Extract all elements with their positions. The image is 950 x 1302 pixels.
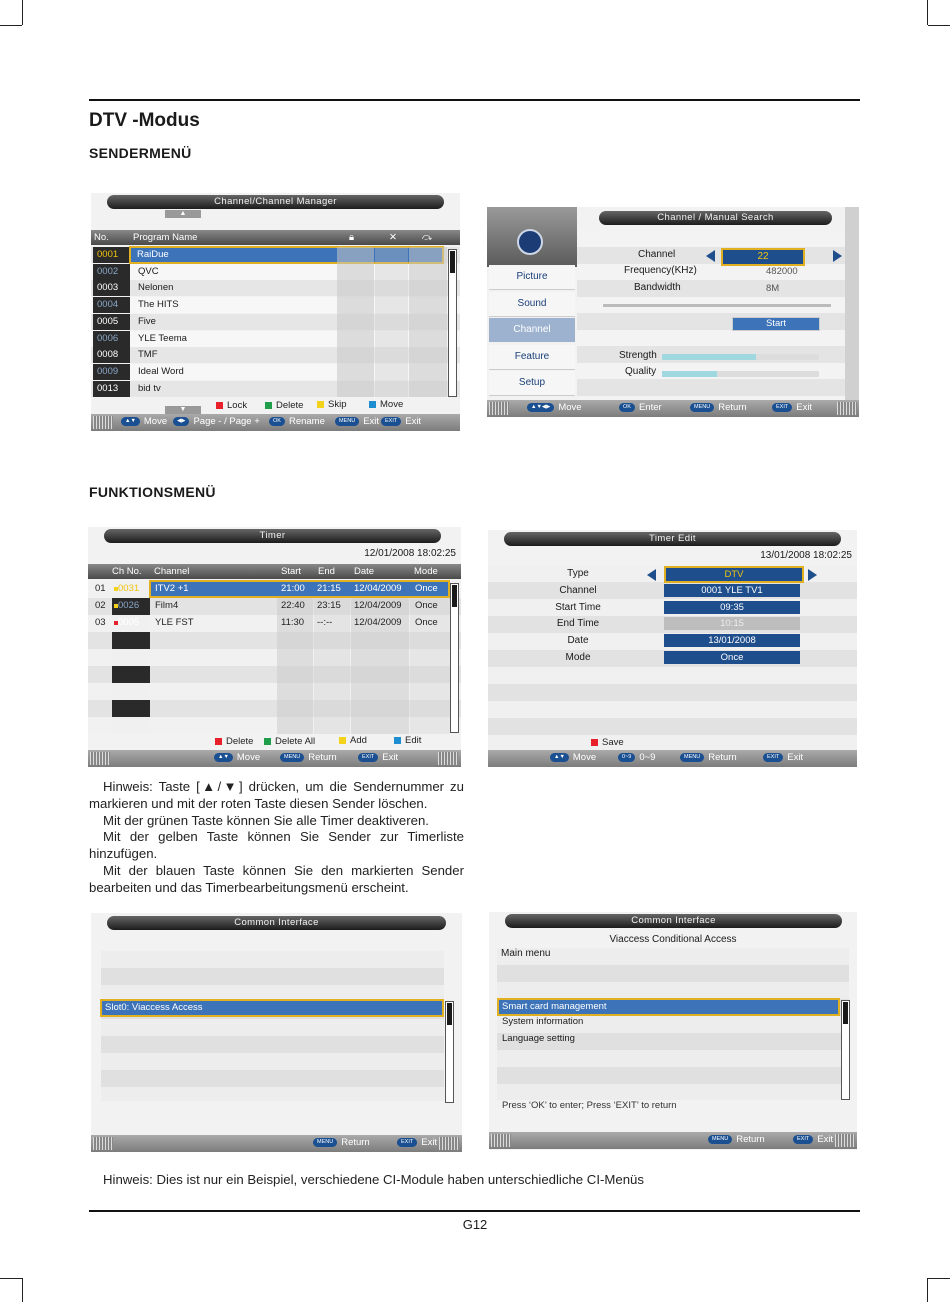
footer-exit: EXIT Exit <box>397 1137 437 1148</box>
crop-mark <box>22 1278 23 1302</box>
channel-name: RaiDue <box>131 248 442 262</box>
channel-number: 0009 <box>93 364 130 380</box>
timer-edit-footer <box>488 750 857 767</box>
crop-mark <box>927 1278 928 1302</box>
footer-move: ▲▼◀▶ Move <box>527 402 582 413</box>
ci-left-footer <box>91 1135 462 1152</box>
channel-number: 0004 <box>93 297 130 313</box>
legend-delete: Delete <box>265 400 303 411</box>
ci-item-smart-card[interactable]: Smart card management <box>499 1000 838 1014</box>
column-program-name: Program Name <box>133 232 198 243</box>
grip-icon <box>439 1137 459 1150</box>
section-funktionsmenu-heading: FUNKTIONSMENÜ <box>89 484 216 500</box>
timer-mode: Once <box>415 599 438 611</box>
footer-return: MENU Return <box>690 402 747 413</box>
page-number: G12 <box>462 1217 488 1232</box>
grip-icon <box>93 1137 113 1150</box>
ci-left-body <box>101 951 444 1101</box>
strength-bar <box>662 354 819 360</box>
scroll-up-arrow-icon[interactable]: ▲ <box>165 210 201 218</box>
green-key-icon <box>264 738 271 745</box>
arrows-key-icon: ▲▼◀▶ <box>527 403 554 412</box>
column-date: Date <box>354 566 375 577</box>
channel-name: Nelonen <box>138 282 174 294</box>
timer-edit-panel <box>488 530 857 767</box>
timer-header <box>88 564 461 579</box>
timer-channel-name: YLE FST <box>155 616 194 628</box>
footer-return: MENU Return <box>708 1134 765 1145</box>
crop-mark <box>0 1278 22 1279</box>
channel-number: 0001 <box>93 247 130 263</box>
channel-number: 0002 <box>93 264 130 280</box>
updown-key-icon: ▲▼ <box>121 417 140 426</box>
channel-name: QVC <box>138 265 159 277</box>
column-start: Start <box>281 566 302 577</box>
ci-right-scrollbar[interactable] <box>841 1000 850 1100</box>
channel-name: TMF <box>138 349 158 361</box>
strength-label: Strength <box>619 350 657 361</box>
note-2: Mit der grünen Taste können Sie alle Timer deaktiveren. <box>103 812 429 828</box>
grip-icon <box>835 1134 855 1147</box>
legend-edit: Edit <box>394 735 421 746</box>
delete-column <box>375 247 408 397</box>
blue-key-icon <box>394 737 401 744</box>
timer-edit-datetime: 13/01/2008 18:02:25 <box>760 550 852 561</box>
bottom-rule <box>89 1210 860 1212</box>
bandwidth-label: Bandwidth <box>634 282 681 293</box>
menu-key-icon: MENU <box>313 1138 337 1147</box>
yellow-key-icon <box>339 737 346 744</box>
ci-title: Viaccess Conditional Access <box>609 934 737 945</box>
menu-key-icon: MENU <box>280 753 304 762</box>
field-label: End Time <box>556 618 600 630</box>
timer-channel-number: 0026 <box>118 599 140 611</box>
channel-value-field[interactable]: 22 <box>721 248 805 266</box>
channel-left-arrow-icon[interactable] <box>706 250 715 262</box>
field-label: Date <box>567 635 589 647</box>
ci-right-footer <box>489 1132 857 1149</box>
frequency-label: Frequency(KHz) <box>624 265 697 276</box>
timer-status-icon <box>114 604 118 608</box>
menu-key-icon: MENU <box>708 1135 732 1144</box>
right-edge <box>845 207 859 403</box>
ci-note: Hinweis: Dies ist nur ein Beispiel, verschiedene CI-Module haben unterschiedliche CI-Menüs <box>103 1172 644 1187</box>
channel-name: Ideal Word <box>138 365 184 377</box>
timer-mode: Once <box>415 583 438 594</box>
timer-panel <box>88 527 461 767</box>
crop-mark <box>928 25 950 26</box>
crop-mark <box>0 25 22 26</box>
timer-channel-number: 0005 <box>118 616 140 628</box>
crop-mark <box>22 0 23 25</box>
manual-search-panel <box>487 207 859 417</box>
footer-exit: EXIT Exit <box>793 1134 833 1145</box>
grip-icon <box>438 752 458 765</box>
exit-key-icon: EXIT <box>763 753 783 762</box>
grip-icon <box>491 1134 511 1147</box>
channel-name: The HITS <box>138 299 179 311</box>
footer-menu-exit: MENU Exit <box>335 416 379 427</box>
note-1: Hinweis: Taste [▲/▼] drücken, um die Sendernummer zu markieren und mit der roten Taste diesen Sender löschen. <box>89 779 464 811</box>
exit-key-icon: EXIT <box>793 1135 813 1144</box>
timer-end: 21:15 <box>317 583 341 594</box>
ci-hint: Press ‘OK’ to enter; Press ‘EXIT’ to return <box>502 1100 677 1111</box>
main-menu-label: Main menu <box>501 948 551 959</box>
channel-manager-footer <box>91 414 460 431</box>
notes-paragraph <box>89 779 464 897</box>
footer-return: MENU Return <box>680 752 737 763</box>
timer-row[interactable] <box>88 581 461 597</box>
menu-icon-area <box>487 207 577 267</box>
updown-key-icon: ▲▼ <box>550 753 569 762</box>
timer-status-icon <box>114 587 118 591</box>
lock-icon: 🔒︎ <box>349 232 355 243</box>
timer-date: 12/04/2009 <box>354 599 402 611</box>
skip-column <box>409 247 447 397</box>
field-label: Mode <box>565 652 591 663</box>
timer-channel-name: Film4 <box>155 599 179 611</box>
lock-column <box>337 247 374 397</box>
scroll-down-arrow-icon[interactable]: ▼ <box>165 406 201 414</box>
ok-key-icon: OK <box>619 403 635 412</box>
timer-start: 11:30 <box>281 616 305 628</box>
ci-item-language-setting[interactable]: Language setting <box>502 1033 575 1044</box>
legend-delete-all: Delete All <box>264 736 315 747</box>
exit-key-icon: EXIT <box>772 403 792 412</box>
legend-lock: Lock <box>216 400 247 411</box>
grip-icon <box>93 416 113 429</box>
legend-add: Add <box>339 735 367 746</box>
channel-label: Channel <box>638 249 676 260</box>
start-button[interactable]: Start <box>732 317 820 331</box>
field-value[interactable]: Once <box>664 651 800 664</box>
timer-status-icon <box>114 621 118 625</box>
footer-move: ▲▼ Move <box>121 416 167 427</box>
channel-number: 0006 <box>93 331 130 347</box>
skip-icon: ⤼ <box>422 232 433 243</box>
footer-return: MENU Return <box>280 752 337 763</box>
channel-number: 0005 <box>93 314 130 330</box>
field-value[interactable]: 09:35 <box>664 601 800 614</box>
slot-item[interactable]: Slot0: Viaccess Access <box>102 1001 442 1015</box>
red-key-icon <box>591 739 598 746</box>
quality-label: Quality <box>625 366 657 377</box>
timer-index: 03 <box>95 616 106 628</box>
top-rule <box>89 99 860 101</box>
timer-start: 21:00 <box>281 583 305 594</box>
menu-key-icon: MENU <box>335 417 359 426</box>
footer-exit: EXIT Exit <box>772 402 812 413</box>
red-key-icon <box>216 402 223 409</box>
channel-right-arrow-icon[interactable] <box>833 250 842 262</box>
column-mode: Mode <box>414 566 438 577</box>
exit-key-icon: EXIT <box>358 753 378 762</box>
menu-key-icon: MENU <box>680 753 704 762</box>
legend-move: Move <box>369 399 403 410</box>
field-label: Type <box>567 568 589 579</box>
type-right-arrow-icon[interactable] <box>808 569 817 581</box>
menu-key-icon: MENU <box>690 403 714 412</box>
exit-key-icon: EXIT <box>381 417 401 426</box>
legend-save: Save <box>591 737 624 748</box>
blue-key-icon <box>369 401 376 408</box>
crop-mark <box>927 0 928 25</box>
footer-digits: 0~9 0~9 <box>618 752 655 763</box>
timer-row[interactable] <box>88 615 461 631</box>
green-key-icon <box>265 402 272 409</box>
timer-scrollbar[interactable] <box>450 583 459 733</box>
updown-key-icon: ▲▼ <box>214 753 233 762</box>
manual-search-caption: Channel / Manual Search <box>599 211 832 225</box>
ci-right-caption: Common Interface <box>505 914 842 928</box>
channel-number: 0008 <box>93 347 130 363</box>
menu-item-channel[interactable]: Channel <box>489 318 575 342</box>
type-left-arrow-icon[interactable] <box>647 569 656 581</box>
timer-index: 01 <box>95 583 106 594</box>
timer-channel-number: 0031 <box>118 583 140 594</box>
manual-search-footer <box>487 400 859 417</box>
ci-right-panel <box>489 912 857 1150</box>
channel-list-header <box>91 230 460 245</box>
timer-footer <box>88 750 461 767</box>
leftright-key-icon: ◀▶ <box>173 417 189 426</box>
note-3: Mit der gelben Taste können Sie Sender zur Timerliste hinzufügen. <box>89 829 464 862</box>
timer-channel-name: ITV2 +1 <box>155 583 189 594</box>
menu-item-feature[interactable]: Feature <box>489 345 575 370</box>
yellow-key-icon <box>317 401 324 408</box>
channel-name: bid tv <box>138 382 161 394</box>
menu-item-sound[interactable]: Sound <box>489 292 575 317</box>
footer-move: ▲▼ Move <box>550 752 596 763</box>
search-progress-track <box>603 304 831 307</box>
section-sendermenu-heading: SENDERMENÜ <box>89 145 192 161</box>
timer-mode: Once <box>415 616 438 628</box>
channel-number: 0003 <box>93 280 130 296</box>
footer-enter: OK Enter <box>619 402 662 413</box>
field-value[interactable]: DTV <box>664 566 804 583</box>
timer-end: --:-- <box>317 616 333 628</box>
timer-start: 22:40 <box>281 599 305 611</box>
bandwidth-value: 8M <box>766 283 780 294</box>
field-label: Channel <box>559 584 597 596</box>
timer-row[interactable] <box>88 598 461 614</box>
footer-return: MENU Return <box>313 1137 370 1148</box>
column-end: End <box>318 566 335 577</box>
timer-date: 12/04/2009 <box>354 616 402 628</box>
column-no: No. <box>94 232 109 243</box>
ok-key-icon: OK <box>269 417 285 426</box>
legend-skip: Skip <box>317 399 346 410</box>
legend-delete: Delete <box>215 736 253 747</box>
exit-key-icon: EXIT <box>397 1138 417 1147</box>
delete-x-icon: ✕ <box>389 232 397 243</box>
footer-exit: EXIT Exit <box>358 752 398 763</box>
menu-item-picture[interactable]: Picture <box>489 265 575 290</box>
timer-edit-caption: Timer Edit <box>504 532 841 546</box>
timer-index: 02 <box>95 599 106 611</box>
digit-key-icon: 0~9 <box>618 753 635 762</box>
field-value[interactable]: 0001 YLE TV1 <box>664 584 800 597</box>
footer-move: ▲▼ Move <box>214 752 260 763</box>
grip-icon <box>489 402 509 415</box>
ci-left-caption: Common Interface <box>107 916 446 930</box>
channel-manager-panel <box>91 193 460 431</box>
footer-exit: EXIT Exit <box>763 752 803 763</box>
grip-icon <box>90 752 110 765</box>
ci-item-system-information[interactable]: System information <box>502 1016 584 1027</box>
footer-exit: EXIT Exit <box>381 416 421 427</box>
ci-left-panel <box>91 913 462 1152</box>
field-label: Start Time <box>555 601 601 613</box>
column-ch-no: Ch No. <box>112 566 142 577</box>
note-4: Mit der blauen Taste können Sie den markierten Sender bearbeiten und das Timerbearbeitungsmenü erscheint. <box>89 862 464 895</box>
footer-page: ◀▶ Page - / Page + <box>173 416 260 427</box>
satellite-dish-icon <box>517 229 543 255</box>
channel-name: YLE Teema <box>138 332 187 344</box>
footer-rename: OK Rename <box>269 416 325 427</box>
grip-icon <box>837 402 857 415</box>
channel-number: 0013 <box>93 381 130 397</box>
timer-end: 23:15 <box>317 599 341 611</box>
ci-left-scrollbar[interactable] <box>445 1001 454 1103</box>
timer-datetime: 12/01/2008 18:02:25 <box>364 548 456 559</box>
field-value[interactable]: 13/01/2008 <box>664 634 800 647</box>
crop-mark <box>928 1278 950 1279</box>
page-title: DTV -Modus <box>89 110 200 131</box>
field-value[interactable]: 10:15 <box>664 617 800 630</box>
red-key-icon <box>215 738 222 745</box>
frequency-value: 482000 <box>766 266 798 277</box>
channel-list-scrollbar[interactable] <box>448 249 457 397</box>
timer-caption: Timer <box>104 529 441 543</box>
timer-date: 12/04/2009 <box>354 583 402 594</box>
menu-item-setup[interactable]: Setup <box>489 371 575 396</box>
channel-name: Five <box>138 315 156 327</box>
column-channel: Channel <box>154 566 190 577</box>
quality-bar <box>662 371 819 377</box>
channel-manager-caption: Channel/Channel Manager <box>107 195 444 209</box>
